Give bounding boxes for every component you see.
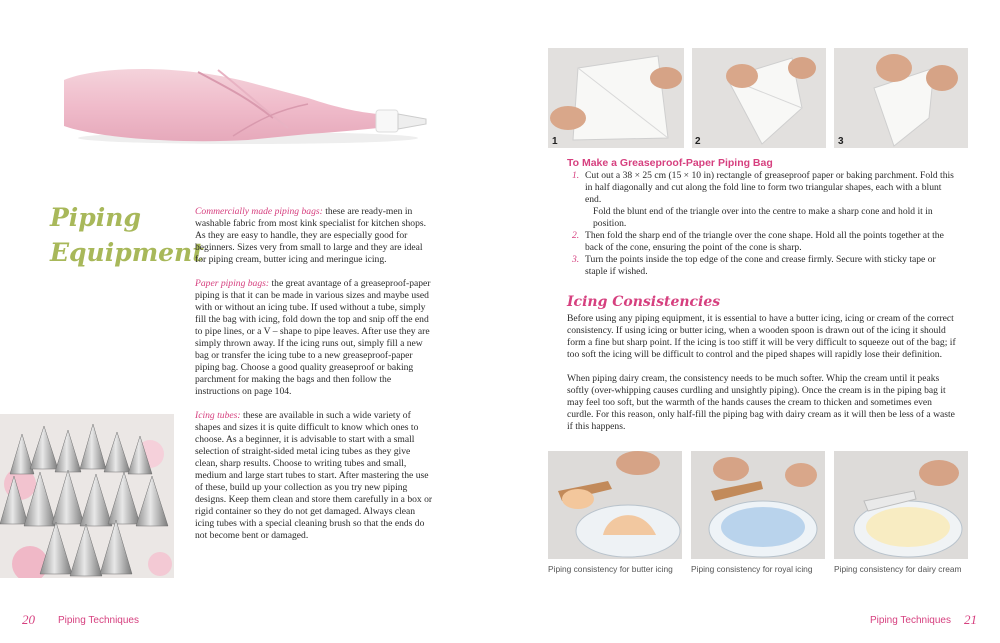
royal-icing-photo	[691, 451, 825, 559]
consistency-heading: Icing Consistencies	[567, 294, 721, 310]
paragraph-lead: Icing tubes:	[195, 410, 241, 421]
folding-step-photo-3	[834, 48, 968, 148]
title-line-1: Piping	[50, 203, 141, 232]
step-text: Then fold the sharp end of the triangle over the cone shape. Hold all the points together at the back of the cone, ensuring the point of the cone is sharp.	[585, 230, 944, 253]
piping-bag-photo	[58, 58, 430, 148]
paragraph-lead: Commercially made piping bags:	[195, 206, 323, 217]
paragraph-body: these are available in such a wide variety of shapes and sizes it is quite difficult to know which ones to choose. As a beginner, it is advisable to start with a small selection of straight-sided metal icing tubes as they give clean, sharp results. Choose to writing tubes and small, medium and large start tubes to start. After mastering the use of these, build up your collection as you try new piping designs. Keep them clean and store them carefully in a box or rigid container so they do not get damaged. Always clean icing tubes with a special cleaning brush so that the ends do not become bent or damaged.	[195, 410, 433, 541]
title-line-2: Equipment	[50, 238, 204, 267]
paragraph-body: the great avantage of a greaseproof-paper piping is that it can be made in various sizes and maybe used with or without an icing tube. If used without a tube, simply fill the bag with icing, fold down the top and snip off the end to pipe lines, or a V – shape to pipe leaves. After use they are simply thrown away. If the icing runs out, simply fill a new bag or transfer the icing tube to a new greaseproof-paper piping bag. Choose a good quality greaseproof or baking parchment for making the bags and then follow the instructions on page 104.	[195, 278, 431, 397]
page-number-left: 20	[22, 612, 35, 627]
consistency-text	[567, 313, 957, 433]
step-number: 2.	[572, 230, 580, 241]
caption-butter-icing: Piping consistency for butter icing	[548, 564, 673, 574]
step-number: 3.	[572, 254, 580, 265]
photo-number-3: 3	[838, 136, 844, 147]
steps-list	[567, 170, 957, 278]
folding-step-photo-1	[548, 48, 684, 148]
step-number: 1.	[572, 170, 580, 181]
page-number-right: 21	[964, 612, 977, 627]
step-text: Turn the points inside the top edge of the cone and crease firmly. Secure with sticky tape or staple if wished.	[585, 254, 936, 277]
photo-number-2: 2	[695, 136, 701, 147]
icing-tubes-photo	[0, 414, 174, 578]
folding-step-photo-2	[692, 48, 826, 148]
butter-icing-photo	[548, 451, 682, 559]
paragraph-body: these are ready-men in washable fabric from most kink specialist for kitchen shops. As they are easy to handle, they are especially good for beginners. Sizes very from small to large and they are ideal for piping cream, butter icing and meringue icing.	[195, 206, 426, 265]
paragraph-lead: Paper piping bags:	[195, 278, 270, 289]
photo-number-1: 1	[552, 136, 558, 147]
running-footer-right: Piping Techniques	[870, 615, 951, 626]
step-text: Cut out a 38 × 25 cm (15 × 10 in) rectangle of greaseproof paper or baking parchment. Fold this in half diagonally and cut along the fold line to form two triangular shapes, each with a blunt end.	[585, 170, 954, 205]
dairy-cream-photo	[834, 451, 968, 559]
step-item	[567, 170, 957, 230]
paragraph-paper-bags	[195, 278, 433, 398]
consistency-paragraph: Before using any piping equipment, it is essential to have a butter icing, icing or cream of the correct consistency. If using icing or butter icing, when a wooden spoon is drawn out of the icing it should form a fine but sharp point. If the icing is too stiff it will be very difficult to squeeze out of the bag; if too soft the icing will be difficult to control and the piped shapes will rapidly lose their definition.	[567, 313, 956, 360]
caption-dairy-cream: Piping consistency for dairy cream	[834, 564, 962, 574]
page-title	[50, 200, 204, 270]
consistency-paragraph: When piping dairy cream, the consistency needs to be much softer. Whip the cream until it peaks softly (over-whipping causes curdling and unsightly piping). Once the cream is in the piping bag it may feel too soft, but the warmth of the hands causes the cream to thicken and sometimes even curdle. For this reason, only half-fill the piping bag with dairy cream as it will then be less of a waste if this happens.	[567, 373, 955, 432]
step-item	[567, 254, 957, 278]
step-item	[567, 230, 957, 254]
paragraph-piping-bags	[195, 206, 433, 266]
paragraph-icing-tubes	[195, 410, 433, 542]
caption-royal-icing: Piping consistency for royal icing	[691, 564, 813, 574]
left-text-column	[195, 206, 433, 542]
step-extra: Fold the blunt end of the triangle over into the centre to make a sharp cone and hold it in position.	[593, 206, 933, 229]
steps-heading: To Make a Greaseproof-Paper Piping Bag	[567, 157, 773, 169]
running-footer-left: Piping Techniques	[58, 615, 139, 626]
